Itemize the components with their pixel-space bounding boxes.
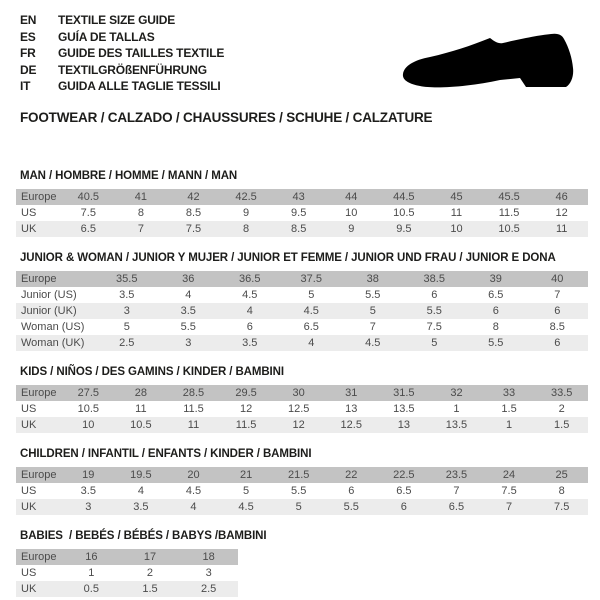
size-cell: 5 bbox=[243, 485, 250, 497]
size-cell: 11.5 bbox=[183, 403, 204, 415]
size-cell: 6.5 bbox=[488, 289, 504, 301]
size-section bbox=[16, 170, 588, 237]
size-cell: 36.5 bbox=[219, 271, 281, 287]
size-cell: 8 bbox=[220, 221, 273, 237]
size-cell: 11 bbox=[450, 207, 463, 219]
size-cell: 40.5 bbox=[62, 189, 115, 205]
size-cell: 3 bbox=[96, 303, 158, 319]
size-cell: 6 bbox=[527, 335, 589, 351]
size-cell: 4.5 bbox=[220, 499, 273, 515]
row-label: US bbox=[21, 403, 37, 415]
size-sections bbox=[16, 170, 588, 600]
row-label: UK bbox=[16, 499, 62, 515]
size-cell: 4.5 bbox=[281, 303, 343, 319]
size-cell: 36 bbox=[158, 271, 220, 287]
size-cell: 5.5 bbox=[365, 289, 381, 301]
size-cell: 11.5 bbox=[498, 207, 520, 219]
language-code: IT bbox=[20, 79, 31, 94]
size-cell: 10.5 bbox=[483, 221, 536, 237]
size-cell: 13 bbox=[345, 403, 358, 415]
size-cell: 13 bbox=[378, 417, 431, 433]
size-cell: 22 bbox=[325, 467, 378, 483]
language-code: EN bbox=[20, 13, 37, 27]
size-cell: 2.5 bbox=[179, 581, 238, 597]
size-cell: 33.5 bbox=[535, 385, 588, 401]
size-cell: 16 bbox=[62, 549, 121, 565]
size-cell: 10.5 bbox=[77, 403, 99, 415]
size-cell: 2 bbox=[558, 403, 565, 415]
size-cell: 4.5 bbox=[185, 485, 202, 497]
size-cell: 7.5 bbox=[501, 485, 517, 497]
size-table-row bbox=[16, 319, 588, 335]
size-cell: 6 bbox=[431, 289, 438, 301]
size-cell: 7 bbox=[115, 221, 168, 237]
row-label: US bbox=[21, 207, 37, 219]
language-label: GUIDE DES TAILLES TEXTILE bbox=[58, 46, 225, 61]
size-cell: 5 bbox=[123, 321, 130, 333]
size-cell: 3.5 bbox=[80, 485, 96, 497]
row-label: Europe bbox=[16, 271, 96, 287]
size-cell: 4 bbox=[219, 303, 281, 319]
size-cell: 38 bbox=[342, 271, 404, 287]
size-cell: 1 bbox=[483, 417, 536, 433]
size-cell: 3 bbox=[62, 499, 115, 515]
size-cell: 0.5 bbox=[62, 581, 121, 597]
size-cell: 7.5 bbox=[426, 321, 442, 333]
size-cell: 45 bbox=[430, 189, 483, 205]
size-cell: 2 bbox=[146, 567, 154, 579]
row-label: Woman (UK) bbox=[16, 335, 96, 351]
size-cell: 20 bbox=[167, 467, 220, 483]
size-cell: 29.5 bbox=[220, 385, 273, 401]
language-row bbox=[20, 62, 224, 79]
language-row bbox=[20, 12, 224, 29]
size-cell: 4 bbox=[137, 485, 144, 497]
size-cell: 4 bbox=[167, 499, 220, 515]
size-cell: 6 bbox=[348, 485, 355, 497]
size-cell: 41 bbox=[115, 189, 168, 205]
size-cell: 7.5 bbox=[80, 207, 96, 219]
size-table-header-row bbox=[16, 467, 588, 483]
size-cell: 42.5 bbox=[220, 189, 273, 205]
size-cell: 17 bbox=[121, 549, 180, 565]
section-title: CHILDREN / INFANTIL / ENFANTS / KINDER / BAMBINI bbox=[20, 448, 312, 460]
language-label: TEXTILE SIZE GUIDE bbox=[58, 13, 176, 27]
size-cell: 44.5 bbox=[378, 189, 431, 205]
section-title: JUNIOR & WOMAN / JUNIOR Y MUJER / JUNIOR ET FEMME / JUNIOR UND FRAU / JUNIOR E DONA bbox=[20, 252, 556, 264]
section-title: BABIES / BEBÉS / BÉBÉS / BABYS /BAMBINI bbox=[20, 530, 267, 542]
size-cell: 12 bbox=[272, 417, 325, 433]
size-cell: 8 bbox=[492, 321, 499, 333]
size-cell: 19 bbox=[62, 467, 115, 483]
size-table bbox=[16, 271, 588, 351]
size-table-row bbox=[16, 499, 588, 515]
language-row bbox=[20, 45, 224, 62]
size-cell: 5.5 bbox=[325, 499, 378, 515]
row-label: Europe bbox=[16, 385, 62, 401]
size-cell: 40 bbox=[527, 271, 589, 287]
size-cell: 4 bbox=[185, 289, 192, 301]
size-table bbox=[16, 385, 588, 433]
size-cell: 9 bbox=[243, 207, 250, 219]
size-cell: 6 bbox=[246, 321, 253, 333]
size-cell: 5.5 bbox=[180, 321, 196, 333]
row-label: Woman (US) bbox=[21, 321, 85, 333]
size-section bbox=[16, 252, 588, 351]
size-cell: 24 bbox=[483, 467, 536, 483]
size-cell: 32 bbox=[430, 385, 483, 401]
size-cell: 6 bbox=[378, 499, 431, 515]
size-cell: 31 bbox=[325, 385, 378, 401]
size-cell: 6.5 bbox=[62, 221, 115, 237]
size-table-row bbox=[16, 483, 588, 499]
row-label: US bbox=[21, 485, 37, 497]
size-cell: 4.5 bbox=[242, 289, 258, 301]
size-cell: 19.5 bbox=[115, 467, 168, 483]
size-cell: 7.5 bbox=[167, 221, 220, 237]
size-table-header-row bbox=[16, 385, 588, 401]
size-cell: 10.5 bbox=[115, 417, 168, 433]
size-section bbox=[16, 366, 588, 433]
size-cell: 12 bbox=[555, 207, 568, 219]
size-cell: 5 bbox=[404, 335, 466, 351]
size-cell: 6.5 bbox=[430, 499, 483, 515]
size-cell: 3 bbox=[158, 335, 220, 351]
size-cell: 31.5 bbox=[378, 385, 431, 401]
size-cell: 11 bbox=[135, 403, 147, 415]
size-cell: 11 bbox=[167, 417, 220, 433]
size-table-row bbox=[16, 205, 588, 221]
size-cell: 1.5 bbox=[121, 581, 180, 597]
row-label: Europe bbox=[16, 189, 62, 205]
size-cell: 6.5 bbox=[396, 485, 412, 497]
size-cell: 43 bbox=[272, 189, 325, 205]
size-cell: 5 bbox=[272, 499, 325, 515]
row-label: Europe bbox=[16, 467, 62, 483]
row-label: Junior (UK) bbox=[16, 303, 96, 319]
language-row bbox=[20, 78, 224, 95]
size-table-row bbox=[16, 335, 588, 351]
row-label: UK bbox=[16, 581, 62, 597]
size-cell: 10 bbox=[345, 207, 358, 219]
size-table bbox=[16, 189, 588, 237]
size-cell: 7.5 bbox=[535, 499, 588, 515]
shoe-icon bbox=[390, 25, 590, 105]
size-cell: 35.5 bbox=[96, 271, 158, 287]
size-cell: 10 bbox=[62, 417, 115, 433]
size-cell: 9 bbox=[325, 221, 378, 237]
language-list bbox=[20, 12, 224, 95]
row-label: Junior (US) bbox=[21, 289, 77, 301]
row-label: UK bbox=[16, 221, 62, 237]
size-cell: 23.5 bbox=[430, 467, 483, 483]
size-section bbox=[16, 448, 588, 515]
size-cell: 11.5 bbox=[220, 417, 273, 433]
size-cell: 25 bbox=[535, 467, 588, 483]
language-row bbox=[20, 29, 224, 46]
size-cell: 7 bbox=[483, 499, 536, 515]
size-cell: 28 bbox=[115, 385, 168, 401]
size-cell: 30 bbox=[272, 385, 325, 401]
size-cell: 3.5 bbox=[158, 303, 220, 319]
size-cell: 1 bbox=[453, 403, 460, 415]
size-cell: 37.5 bbox=[281, 271, 343, 287]
size-cell: 5 bbox=[308, 289, 315, 301]
size-cell: 3.5 bbox=[119, 289, 135, 301]
size-cell: 1.5 bbox=[501, 403, 517, 415]
size-table-row bbox=[16, 401, 588, 417]
size-cell: 8 bbox=[558, 485, 565, 497]
size-cell: 8.5 bbox=[185, 207, 202, 219]
size-table-row bbox=[16, 287, 588, 303]
size-cell: 6 bbox=[465, 303, 527, 319]
section-title: KIDS / NIÑOS / DES GAMINS / KINDER / BAMBINI bbox=[20, 366, 284, 378]
size-table-header-row bbox=[16, 189, 588, 205]
size-cell: 10.5 bbox=[393, 207, 415, 219]
category-title: FOOTWEAR / CALZADO / CHAUSSURES / SCHUHE / CALZATURE bbox=[20, 110, 433, 125]
size-cell: 9.5 bbox=[378, 221, 431, 237]
size-cell: 38.5 bbox=[404, 271, 466, 287]
size-cell: 3 bbox=[205, 567, 212, 579]
size-cell: 11 bbox=[535, 221, 588, 237]
size-cell: 5.5 bbox=[465, 335, 527, 351]
size-cell: 12.5 bbox=[287, 403, 310, 415]
size-cell: 13.5 bbox=[430, 417, 483, 433]
size-cell: 7 bbox=[369, 321, 376, 333]
size-cell: 6.5 bbox=[303, 321, 319, 333]
size-cell: 21 bbox=[220, 467, 273, 483]
language-label: TEXTILGRÖßENFÜHRUNG bbox=[58, 62, 207, 77]
size-cell: 5.5 bbox=[404, 303, 466, 319]
language-code: DE bbox=[20, 62, 37, 77]
size-table-row bbox=[16, 417, 588, 433]
size-cell: 42 bbox=[167, 189, 220, 205]
size-cell: 8.5 bbox=[549, 321, 565, 333]
size-cell: 4 bbox=[281, 335, 343, 351]
size-cell: 1 bbox=[88, 567, 95, 579]
size-cell: 46 bbox=[535, 189, 588, 205]
size-cell: 33 bbox=[483, 385, 536, 401]
size-cell: 10 bbox=[430, 221, 483, 237]
size-cell: 1.5 bbox=[535, 417, 588, 433]
size-cell: 21.5 bbox=[272, 467, 325, 483]
size-table-row bbox=[16, 303, 588, 319]
row-label: UK bbox=[16, 417, 62, 433]
row-label: US bbox=[21, 567, 37, 579]
size-cell: 27.5 bbox=[62, 385, 115, 401]
size-cell: 9.5 bbox=[291, 207, 307, 219]
size-cell: 8 bbox=[137, 207, 144, 219]
size-cell: 13.5 bbox=[393, 403, 415, 415]
size-cell: 8.5 bbox=[272, 221, 325, 237]
language-label: GUIDA ALLE TAGLIE TESSILI bbox=[58, 79, 221, 94]
size-cell: 39 bbox=[465, 271, 527, 287]
row-label: Europe bbox=[16, 549, 62, 565]
size-cell: 22.5 bbox=[378, 467, 431, 483]
size-cell: 6 bbox=[527, 303, 589, 319]
size-table bbox=[16, 467, 588, 515]
size-cell: 5 bbox=[342, 303, 404, 319]
size-cell: 12.5 bbox=[325, 417, 378, 433]
language-code: ES bbox=[20, 29, 36, 44]
size-cell: 45.5 bbox=[483, 189, 536, 205]
size-cell: 12 bbox=[239, 403, 253, 415]
size-cell: 4.5 bbox=[342, 335, 404, 351]
size-cell: 5.5 bbox=[291, 485, 307, 497]
size-cell: 3.5 bbox=[115, 499, 168, 515]
size-table-row bbox=[16, 581, 238, 597]
size-table-row bbox=[16, 221, 588, 237]
size-cell: 18 bbox=[179, 549, 238, 565]
size-table-header-row bbox=[16, 549, 238, 565]
size-cell: 28.5 bbox=[167, 385, 220, 401]
size-cell: 7 bbox=[453, 485, 460, 497]
language-code: FR bbox=[20, 46, 36, 61]
size-table bbox=[16, 549, 238, 597]
size-table-header-row bbox=[16, 271, 588, 287]
size-cell: 7 bbox=[554, 289, 561, 301]
size-cell: 44 bbox=[325, 189, 378, 205]
language-label: GUÍA DE TALLAS bbox=[58, 29, 155, 44]
size-table-row bbox=[16, 565, 238, 581]
size-cell: 2.5 bbox=[96, 335, 158, 351]
section-title: MAN / HOMBRE / HOMME / MANN / MAN bbox=[20, 170, 238, 182]
size-cell: 3.5 bbox=[219, 335, 281, 351]
size-section bbox=[16, 530, 588, 597]
